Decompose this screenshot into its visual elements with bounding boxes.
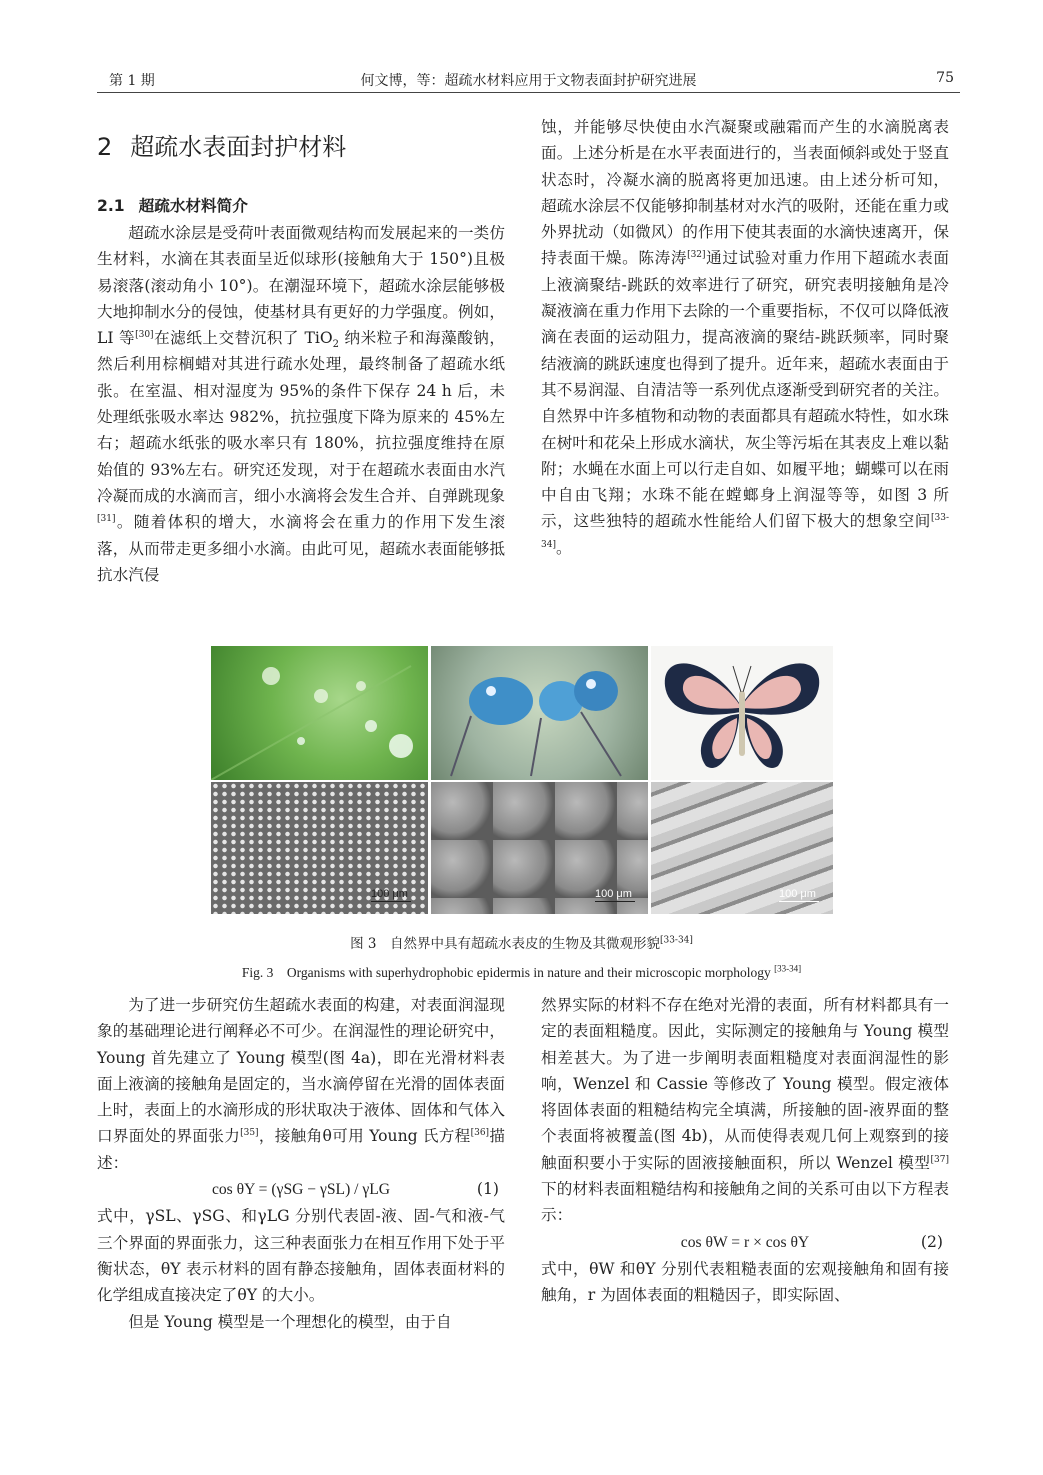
- scale-bar: [595, 901, 635, 902]
- right-column-top: [541, 114, 949, 561]
- citation[interactable]: [31]: [97, 514, 116, 525]
- text-run: 但是 Young 模型是一个理想化的模型，由于自: [128, 1312, 452, 1331]
- insect-graphic: [431, 646, 648, 780]
- text-run: 在滤纸上交替沉积了 TiO: [153, 329, 333, 348]
- text-run: 蚀，并能够尽快使由水汽凝聚或融霜而产生的水滴脱离表面。上述分析是在水平表面进行的，当表面倾斜或处于竖直状态时，冷凝水滴的脱离将更加迅速。由上述分析可知， 超疏水涂层不仅能够抑制基材对水汽的吸附，还能在重力或外界扰动（如微风）的作用下使其表面的水滴快速离开，保持表面干燥。陈涛涛: [541, 118, 949, 268]
- citation[interactable]: [33-34]: [774, 963, 802, 974]
- sem-micrograph-butterfly: [651, 782, 833, 914]
- text-run: 描述：: [97, 1127, 505, 1172]
- citation[interactable]: [37]: [930, 1154, 949, 1165]
- paragraph: [97, 1309, 505, 1335]
- paragraph: [97, 1203, 505, 1308]
- page-number: 75: [936, 70, 954, 86]
- text-run: 。: [555, 538, 572, 557]
- citation[interactable]: [35]: [240, 1128, 259, 1139]
- equation-text: cos θW = r × cos θY: [680, 1233, 810, 1251]
- text-run: ，接触角θ可用 Young 氏方程: [258, 1127, 471, 1146]
- text-run: 超疏水涂层是受荷叶表面微观结构而发展起来的一类仿生材料，水滴在其表面呈近似球形(接触角大于 150°)且极易滚落(滚动角小 10°)。在潮湿环境下，超疏水涂层能够极大地抑制水分的侵蚀，使基材具有更好的力学强度。例如，LI 等: [97, 224, 505, 348]
- subsection-number: 2.1: [97, 197, 125, 215]
- scale-bar: [371, 901, 411, 902]
- caption-text: 图 3 自然界中具有超疏水表皮的生物及其微观形貌: [350, 936, 660, 952]
- text-run: 。随着体积的增大，水滴将会在重力的作用下发生滚落，从而带走更多细小水滴。由此可见，超疏水表面能够抵抗水汽侵: [97, 513, 505, 584]
- scale-bar: [779, 901, 819, 902]
- figure-caption-chinese: [0, 932, 1043, 952]
- subsection-heading: [97, 194, 248, 216]
- text-run: 式中，γSL、γSG、和γLG 分别代表固-液、固-气和液-气三个界面的界面张力，这三种表面张力在相互作用下处于平衡状态，θY 表示材料的固有静态接触角，固体表面材料的化学组成直接决定了θY 的大小。: [97, 1207, 505, 1305]
- leaf-drops-graphic: [211, 646, 428, 780]
- leaf-water-drops-photo: [211, 646, 428, 780]
- sem-micrograph-leaf: [211, 782, 428, 914]
- paragraph: [541, 1256, 949, 1309]
- text-run: 纳米粒子和海藻酸钠，然后利用棕榈蜡对其进行疏水处理，最终制备了超疏水纸张。在室温、相对湿度为 95%的条件下保存 24 h 后，未处理纸张吸水率达 982%，抗拉强度下降为原来的 45%左右；超疏水纸张的吸水率只有 180%，抗拉强度维持在原始值的 93%左右。研究还发现，对于在超疏水表面由水汽冷凝而成的水滴而言，细小水滴将会发生合并、自弹跳现象: [97, 329, 505, 505]
- equation-1: [97, 1176, 505, 1203]
- citation[interactable]: [32]: [687, 250, 706, 261]
- figure-caption-english: [0, 961, 1043, 981]
- citation[interactable]: [30]: [135, 330, 154, 340]
- caption-text: Fig. 3 Organisms with superhydrophobic epidermis in nature and their microscopic morphology: [241, 965, 775, 980]
- scale-label: 100 μm: [779, 888, 816, 900]
- citation[interactable]: [33-34]: [659, 935, 693, 946]
- insect-dew-photo: [431, 646, 648, 780]
- paragraph: [541, 992, 949, 1229]
- equation-2: [541, 1229, 949, 1256]
- text-run: 然界实际的材料不存在绝对光滑的表面，所有材料都具有一定的表面粗糙度。因此，实际测定的接触角与 Young 模型相差甚大。为了进一步阐明表面粗糙度对表面润湿性的影响，Wenzel 和 Cassie 等修改了 Young 模型。假定液体将固体表面的粗糙结构完全填满，所接触的固-液界面的整个表面将被覆盖(图 4b)，从而使得表观几何上观察到的接触面积要小于实际的固液接触面积，所以 Wenzel 模型: [541, 996, 949, 1172]
- citation[interactable]: [36]: [470, 1128, 490, 1139]
- section-heading: [97, 132, 346, 162]
- equation-text: cos θY = (γSG − γSL) / γLG: [211, 1181, 391, 1199]
- butterfly-icon: [651, 646, 833, 780]
- running-header: [97, 68, 960, 93]
- subsection-title: 超疏水材料简介: [138, 197, 248, 215]
- paragraph: [541, 114, 949, 561]
- subscript: 2: [332, 339, 340, 351]
- text-run: 为了进一步研究仿生超疏水表面的构建，对表面润湿现象的基础理论进行阐释必不可少。在润湿性的理论研究中，Young 首先建立了 Young 模型(图 4a)，即在光滑材料表面上液滴的接触角是固定的，当水滴停留在光滑的固体表面上时，表面上的水滴形成的形状取决于液体、固体和气体入口界面处的界面张力: [97, 996, 505, 1146]
- scale-label: 100 μm: [371, 888, 408, 900]
- running-title: 何文博，等：超疏水材料应用于文物表面封护研究进展: [360, 73, 697, 89]
- paragraph: [97, 992, 505, 1176]
- section-number: 2: [97, 133, 113, 161]
- scale-label: 100 μm: [595, 888, 632, 900]
- issue-label: 第 1 期: [109, 73, 155, 89]
- text-run: 式中，θW 和θY 分别代表粗糙表面的宏观接触角和固有接触角，r 为固体表面的粗糙因子，即实际固、: [541, 1259, 949, 1305]
- text-run: 下的材料表面粗糙结构和接触角之间的关系可由以下方程表示：: [541, 1180, 949, 1225]
- right-column-bottom: [541, 992, 949, 1309]
- equation-number: (2): [920, 1232, 943, 1251]
- paragraph: [97, 220, 505, 588]
- left-column-bottom: [97, 992, 505, 1335]
- equation-number: (1): [476, 1180, 499, 1199]
- sem-micrograph-insect: [431, 782, 648, 914]
- section-title: 超疏水表面封护材料: [130, 133, 347, 161]
- text-run: 通过试验对重力作用下超疏水表面上液滴聚结-跳跃的效率进行了研究，研究表明接触角是冷凝液滴在重力作用下去除的一个重要指标，不仅可以降低液滴在表面的运动阻力，提高液滴的聚结-跳跃频率，同时聚结液滴的跳跃速度也得到了提升。近年来，超疏水表面由于其不易润湿、自清洁等一系列优点逐渐受到研究者的关注。自然界中许多植物和动物的表面都具有超疏水特性，如水珠在树叶和花朵上形成水滴状，灰尘等污垢在其表皮上难以黏附；水蝇在水面上可以行走自如、如履平地；蝴蝶可以在雨中自由飞翔；水珠不能在螳螂身上润湿等等，如图 3 所示，这些独特的超疏水性能给人们留下极大的想象空间: [541, 249, 949, 531]
- figure-3: [211, 646, 833, 914]
- citation[interactable]: [33-34]: [541, 513, 949, 550]
- left-column-top: [97, 220, 505, 588]
- butterfly-illustration: [651, 646, 833, 780]
